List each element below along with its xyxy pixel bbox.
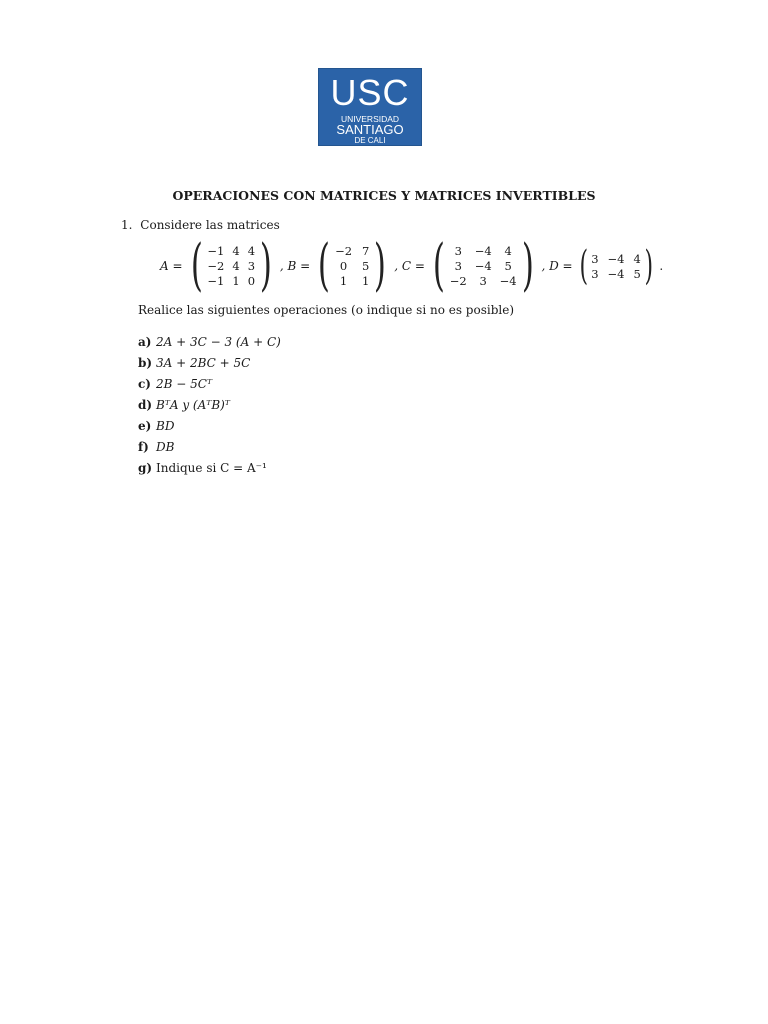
instruction: Realice las siguientes operaciones (o indique si no es posible) bbox=[138, 303, 515, 317]
problem-header bbox=[121, 218, 280, 232]
matrix-cell: 0 bbox=[339, 259, 348, 273]
item-label: b) bbox=[138, 356, 153, 370]
paren-right-a: ) bbox=[259, 233, 272, 298]
logo-line3: DE CALI bbox=[354, 136, 386, 145]
matrix-cell: 5 bbox=[633, 266, 641, 281]
matrix-cell: −4 bbox=[499, 274, 517, 288]
paren-left-c: ( bbox=[432, 233, 445, 298]
matrix-cell: 3 bbox=[454, 259, 462, 273]
list-item bbox=[138, 416, 281, 437]
item-text: Indique si C = A⁻¹ bbox=[156, 461, 267, 475]
matrix-cell: 3 bbox=[591, 266, 599, 281]
item-label: c) bbox=[138, 377, 151, 391]
paren-right-d: ) bbox=[644, 243, 653, 289]
paren-right-b: ) bbox=[374, 233, 387, 298]
matrix-cell: 1 bbox=[339, 274, 348, 288]
matrix-cell: 4 bbox=[633, 251, 641, 266]
item-text: BᵀA y (AᵀB)ᵀ bbox=[156, 398, 230, 412]
matrix-cell: 3 bbox=[479, 274, 487, 288]
item-label: g) bbox=[138, 461, 153, 475]
matrices-end: . bbox=[659, 259, 664, 273]
matrix-cell: −4 bbox=[474, 259, 492, 273]
matrix-cell: 4 bbox=[232, 259, 240, 273]
matrix-cell: 3 bbox=[591, 251, 599, 266]
matrix-cell: −4 bbox=[607, 251, 625, 266]
item-text: DB bbox=[156, 440, 175, 454]
logo-abbr: USC bbox=[330, 72, 410, 113]
matrix-d bbox=[591, 252, 641, 281]
matrix-c-label: , C = bbox=[394, 259, 425, 273]
matrix-cell: 1 bbox=[232, 274, 240, 288]
list-item bbox=[138, 374, 281, 395]
matrix-cell: −1 bbox=[207, 244, 225, 258]
page-title: OPERACIONES CON MATRICES Y MATRICES INVERTIBLES bbox=[172, 188, 596, 203]
matrix-cell: 4 bbox=[232, 244, 240, 258]
logo-line1: UNIVERSIDAD bbox=[340, 114, 400, 124]
paren-left-a: ( bbox=[190, 233, 203, 298]
item-label: d) bbox=[138, 398, 153, 412]
matrix-cell: 3 bbox=[247, 259, 256, 273]
item-text: BD bbox=[156, 419, 175, 433]
item-text: 3A + 2BC + 5C bbox=[156, 356, 251, 370]
matrix-cell: 4 bbox=[504, 244, 512, 258]
item-label: e) bbox=[138, 419, 152, 433]
item-text: 2A + 3C − 3 (A + C) bbox=[156, 335, 281, 349]
matrix-cell: 3 bbox=[454, 244, 462, 258]
list-item bbox=[138, 353, 281, 374]
logo-line2: SANTIAGO bbox=[336, 122, 404, 137]
matrix-cell: 1 bbox=[362, 274, 370, 288]
matrix-b bbox=[335, 244, 369, 288]
usc-logo bbox=[318, 68, 422, 146]
item-label: a) bbox=[138, 335, 152, 349]
matrix-cell: 5 bbox=[362, 259, 370, 273]
matrix-cell: 4 bbox=[247, 244, 256, 258]
paren-left-d: ( bbox=[579, 243, 588, 289]
matrix-cell: −1 bbox=[207, 274, 225, 288]
list-item bbox=[138, 395, 281, 416]
matrix-cell: 0 bbox=[247, 274, 256, 288]
matrices-row bbox=[157, 233, 664, 298]
matrix-a bbox=[207, 244, 255, 288]
matrix-d-label: , D = bbox=[541, 259, 573, 273]
matrix-cell: −2 bbox=[207, 259, 225, 273]
matrix-cell: 7 bbox=[362, 244, 370, 258]
item-text: 2B − 5Cᵀ bbox=[156, 377, 212, 391]
paren-right-c: ) bbox=[521, 233, 534, 298]
matrix-b-label: , B = bbox=[279, 259, 311, 273]
matrix-c bbox=[450, 244, 517, 288]
matrix-a-label: A = bbox=[160, 259, 183, 273]
matrix-cell: −4 bbox=[607, 266, 625, 281]
matrix-cell: −2 bbox=[449, 274, 467, 288]
matrix-cell: 5 bbox=[504, 259, 512, 273]
problem-intro: Considere las matrices bbox=[140, 218, 280, 232]
item-label: f) bbox=[138, 440, 149, 454]
list-item bbox=[138, 437, 281, 458]
matrix-cell: −4 bbox=[474, 244, 492, 258]
problem-number: 1. bbox=[121, 218, 133, 232]
exercise-list bbox=[138, 332, 281, 479]
matrix-cell: −2 bbox=[335, 244, 353, 258]
paren-left-b: ( bbox=[318, 233, 331, 298]
list-item bbox=[138, 458, 281, 479]
list-item bbox=[138, 332, 281, 353]
